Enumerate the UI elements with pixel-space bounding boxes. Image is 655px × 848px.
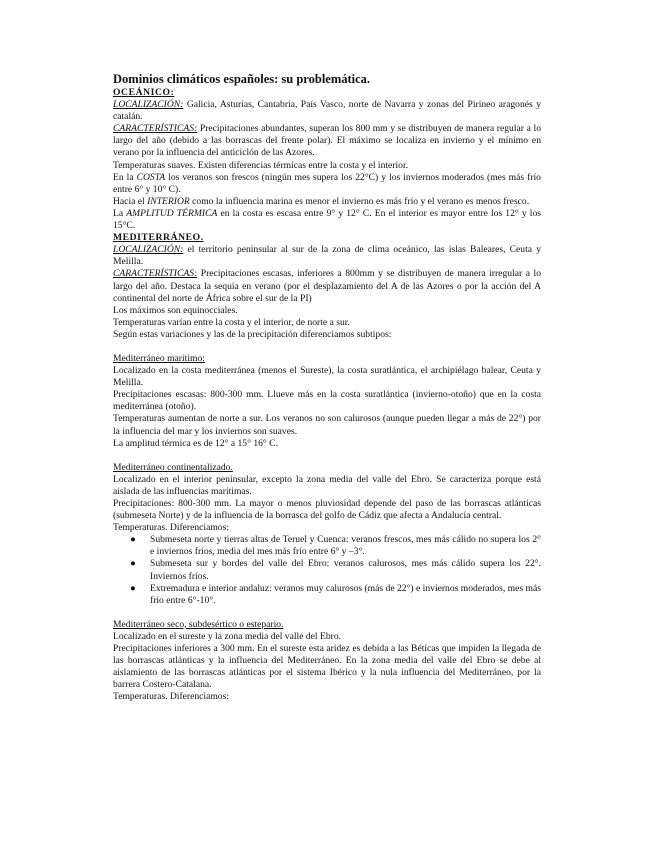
seco-temperaturas: Temperaturas. Diferenciamos: [113,691,230,703]
document-page [113,72,541,704]
oceanico-amplitud: La AMPLITUD TÉRMICA en la costa es escasa entre 9° y 12° C. En el interior es mayor entre los 12° y los 15°C. [113,207,541,232]
oceanico-caracteristicas: CARACTERÍSTICAS: Precipitaciones abundantes, superan los 800 mm y se distribuyen de manera regular a lo largo del año (debido a las borrascas del frente polar). El máximo se localiza en invierno y el mínimo en verano por la influencia del anticiclón de las Azores. [113,123,541,159]
oceanico-costa: En la COSTA los veranos son frescos (ningún mes supera los 22°C) y los inviernos moderados (mes más frío entre 6° y 10° C). [113,171,541,195]
maritimo-amplitud: La amplitud térmica es de 12° a 15° 16° C. [113,437,278,449]
continentalizado-bullet-list [113,534,541,607]
list-item: ● Submeseta sur y bordes del valle del Ebro: veranos calurosos, mes más cálido supera los 22°. Inviernos fríos. [130,558,541,582]
maritimo-localizacion: Localizado en la costa mediterránea (menos el Sureste), la costa suratlántica, el archipiélago balear, Ceuta y Melilla. [113,365,541,389]
document-title: Dominios climáticos españoles: su problemática. [113,72,371,86]
maritimo-temperaturas: Temperaturas aumentan de norte a sur. Los veranos no son calurosos (aunque pueden llegar a más de 22°) por la influencia del mar y los inviernos son suaves. [113,413,541,437]
maritimo-precipitaciones: Precipitaciones escasas: 800-300 mm. Llueve más en la costa suratlántica (invierno-otoño) que en la costa mediterránea (otoño). [113,389,541,413]
oceanico-heading: OCEÁNICO: [113,87,175,98]
list-item: ● Extremadura e interior andaluz: veranos muy calurosos (más de 22°) e inviernos moderados, mes más frío entre 6°-10°. [130,582,541,606]
mediterraneo-temperaturas: Temperaturas varían entre la costa y el interior, de norte a sur. [113,316,350,328]
oceanico-interior: Hacia el INTERIOR como la influencia marina es menor el invierno es más frío y el verano es menos fresco. [113,195,530,207]
seco-heading: Mediterráneo seco, subdesértico o estepario. [113,618,284,630]
mediterraneo-heading: MEDITERRÁNEO. [113,232,204,244]
continentalizado-localizacion: Localizado en el interior peninsular, excepto la zona media del valle del Ebro. Se caracteriza porque está aislada de las influencias marítimas. [113,473,541,497]
maritimo-heading: Mediterráneo marítimo: [113,352,205,364]
continentalizado-temperaturas: Temperaturas. Diferenciamos: [113,522,230,534]
seco-localizacion: Localizado en el sureste y la zona media del valle del Ebro. [113,630,342,642]
list-item: ● Submeseta norte y tierras altas de Teruel y Cuenca: veranos frescos, mes más cálido no supera los 2° e inviernos fríos, media del mes más frío entre 6° y –3°. [130,534,541,558]
spacer [113,607,541,619]
bullet-icon: ● [130,558,136,570]
bullet-icon: ● [130,534,136,546]
continentalizado-precipitaciones: Precipitaciones: 800-300 mm. La mayor o menos pluviosidad depende del paso de las borrascas atlánticas (submeseta Norte) y de la influencia de la borrasca del golfo de Cádiz que afecta a Andalucía central. [113,498,541,522]
continentalizado-heading: Mediterráneo continentalizado. [113,461,233,473]
bullet-icon: ● [130,582,136,594]
mediterraneo-localizacion: LOCALIZACIÓN: el territorio peninsular al sur de la zona de clima oceánico, las islas Baleares, Ceuta y Melilla. [113,244,541,268]
mediterraneo-maximos: Los máximos son equinocciales. [113,304,238,316]
spacer [113,341,541,353]
mediterraneo-subtipos: Según estas variaciones y las de la precipitación diferenciamos subtipos: [113,328,392,340]
oceanico-temperaturas: Temperaturas suaves. Existen diferencias térmicas entre la costa y el interior. [113,159,409,171]
seco-precipitaciones: Precipitaciones inferiores a 300 mm. En el sureste esta aridez es debida a las Béticas que impiden la llegada de las borrascas atlánticas y la influencia del Mediterráneo. En la zona media del valle del Ebro se debe al aislamiento de las borrascas atlánticas por el sistema Ibérico y la nula influencia del Mediterráneo, por la barrera Costero-Catalana. [113,643,541,691]
spacer [113,450,541,462]
oceanico-localizacion: LOCALIZACIÓN: Galicia, Asturias, Cantabria, País Vasco, norte de Navarra y zonas del Pirineo aragonés y catalán. [113,99,541,123]
mediterraneo-caracteristicas: CARACTERÍSTICAS: Precipitaciones escasas, inferiores a 800mm y se distribuyen de manera irregular a lo largo del año. Destaca la sequía en verano (por el desplazamiento del A de las Azores o por la acción del A continental del norte de África sobre el sur de la PI) [113,268,541,304]
